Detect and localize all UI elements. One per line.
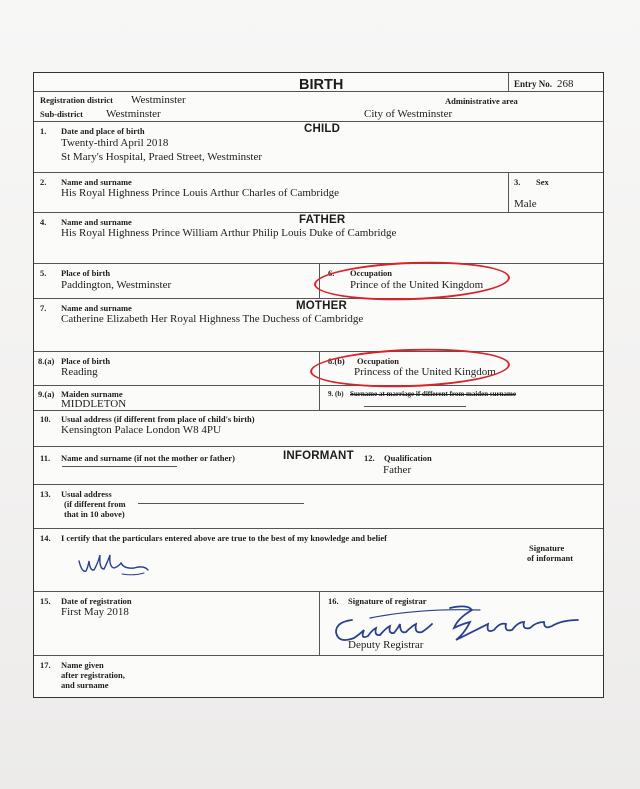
registration-date: First May 2018 (61, 606, 129, 618)
father-occupation: Prince of the United Kingdom (350, 279, 484, 291)
field-17-row (34, 655, 603, 697)
reg-district-label: Registration district (40, 95, 113, 105)
field-number: 7. (40, 303, 47, 313)
maiden-surname: MIDDLETON (61, 398, 127, 410)
certify-statement: I certify that the particulars entered above are true to the best of my knowledge and belief (61, 533, 387, 543)
father-occupation-label: Occupation (350, 268, 393, 278)
divider (508, 173, 509, 213)
field-number: 11. (40, 453, 51, 463)
field-13-row (34, 484, 603, 528)
field-9-row (34, 385, 603, 410)
field-7-row (34, 298, 603, 351)
informant-address-label-2: (if different from (64, 499, 126, 509)
child-name: His Royal Highness Prince Louis Arthur Charles of Cambridge (61, 187, 340, 199)
reg-district-value: Westminster (131, 94, 186, 106)
field-number: 10. (40, 414, 51, 424)
signature-label: Signature (529, 543, 565, 553)
field-number: 12. (364, 453, 375, 463)
maiden-surname-label: Maiden surname (61, 389, 123, 399)
field-1-row (34, 121, 603, 172)
registrar-signature-label: Signature of registrar (348, 596, 427, 606)
field-14-row (34, 528, 603, 591)
name-given-label-1: Name given (61, 660, 104, 670)
father-birthplace-label: Place of birth (61, 268, 111, 278)
birth-date: Twenty-third April 2018 (61, 137, 169, 149)
divider (319, 386, 320, 411)
field-number: 17. (40, 660, 51, 670)
informant-address-label-1: Usual address (61, 489, 112, 499)
field-number: 15. (40, 596, 51, 606)
name-given-label-3: and surname (61, 680, 109, 690)
subdistrict-value: Westminster (106, 108, 161, 120)
certificate-title: BIRTH (299, 77, 344, 93)
child-name-label: Name and surname (61, 177, 132, 187)
divider (508, 73, 509, 91)
field-number: 4. (40, 217, 47, 227)
entry-no: 268 (557, 78, 574, 90)
birth-place: St Mary's Hospital, Praed Street, Westminster (61, 151, 263, 163)
informant-signature (74, 551, 154, 585)
qualification-label: Qualification (384, 453, 432, 463)
section-mother: MOTHER (296, 300, 348, 312)
field-number: 14. (40, 533, 51, 543)
subdistrict-label: Sub-district (40, 109, 83, 119)
section-informant: INFORMANT (283, 450, 354, 462)
field-number: 6. (328, 268, 335, 278)
registration-date-label: Date of registration (61, 596, 132, 606)
section-child: CHILD (304, 123, 341, 135)
field-15-16-row (34, 591, 603, 655)
blank-line (138, 503, 304, 504)
qualification: Father (383, 464, 412, 476)
mother-occupation-label: Occupation (357, 356, 400, 366)
entry-no-label: Entry No. (514, 79, 552, 89)
field-number: 16. (328, 596, 339, 606)
field-number: 2. (40, 177, 47, 187)
field-number: 8.(a) (38, 356, 55, 366)
mother-name: Catherine Elizabeth Her Royal Highness The Duchess of Cambridge (61, 313, 364, 325)
field-11-12-row (34, 446, 603, 484)
field-number: 8.(b) (328, 356, 345, 366)
sex-label: Sex (536, 177, 549, 187)
field-number: 1. (40, 126, 47, 136)
section-father: FATHER (299, 214, 346, 226)
date-place-label: Date and place of birth (61, 126, 145, 136)
mother-name-label: Name and surname (61, 303, 132, 313)
mother-birthplace-label: Place of birth (61, 356, 111, 366)
field-10-row (34, 410, 603, 446)
admin-area-label: Administrative area (445, 96, 518, 106)
field-number: 9. (b) (328, 390, 344, 398)
of-informant-label: of informant (527, 553, 574, 563)
father-name-label: Name and surname (61, 217, 132, 227)
child-sex: Male (514, 198, 537, 210)
father-name: His Royal Highness Prince William Arthur Philip Louis Duke of Cambridge (61, 227, 397, 239)
name-given-label-2: after registration, (61, 670, 125, 680)
divider (319, 592, 320, 656)
mother-occupation: Princess of the United Kingdom (354, 366, 496, 378)
father-birthplace: Paddington, Westminster (61, 279, 172, 291)
district-row (34, 91, 603, 121)
surname-at-marriage-label: Surname at marriage if different from maiden surname (350, 390, 516, 398)
field-2-row (34, 172, 603, 212)
field-4-row (34, 212, 603, 263)
field-number: 3. (514, 177, 521, 187)
usual-address-label: Usual address (if different from place of child's birth) (61, 414, 255, 424)
blank-line (62, 466, 177, 467)
informant-address-label-3: that in 10 above) (64, 509, 125, 519)
blank-line (364, 406, 466, 407)
usual-address: Kensington Palace London W8 4PU (61, 424, 221, 436)
registrar-title: Deputy Registrar (348, 639, 424, 651)
admin-area-value: City of Westminster (364, 108, 453, 120)
field-number: 5. (40, 268, 47, 278)
field-number: 9.(a) (38, 389, 55, 399)
mother-birthplace: Reading (61, 366, 98, 378)
field-number: 13. (40, 489, 51, 499)
informant-name-label: Name and surname (if not the mother or father) (61, 453, 235, 463)
birth-certificate (33, 72, 604, 698)
